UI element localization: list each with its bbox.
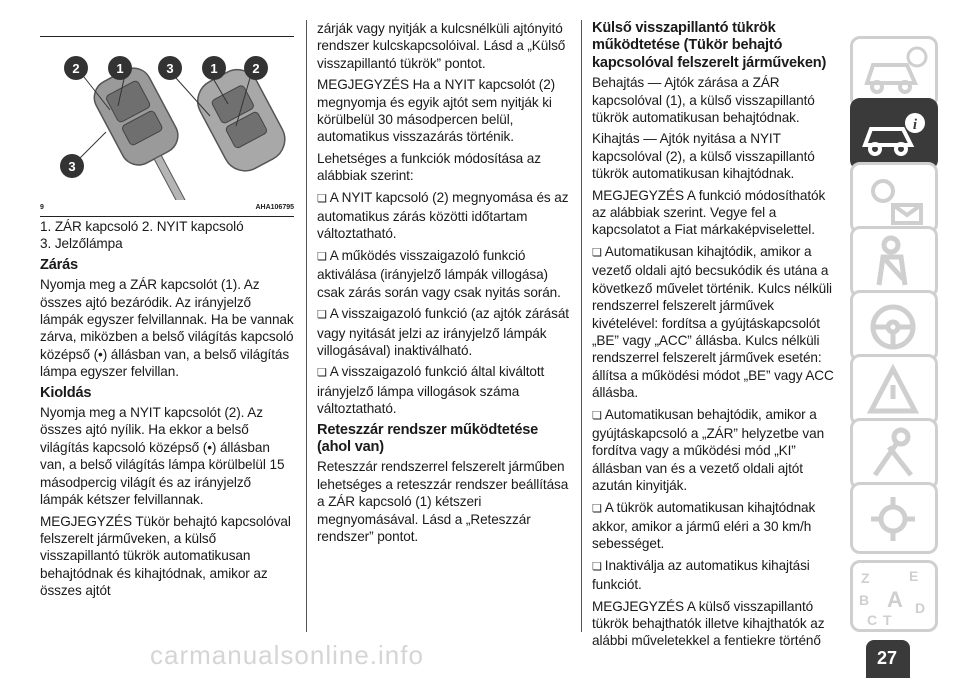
figure-rule: [40, 216, 294, 217]
callout-3b: 3: [166, 61, 174, 76]
callout-1b: 1: [210, 61, 218, 76]
figure-label: [40, 204, 294, 216]
column-divider-2: [581, 20, 582, 632]
sidebar-tab-safety[interactable]: [850, 226, 938, 298]
col2-bullet-2: ❏ A működés visszaigazoló funkció aktiválása (irányjelző lámpák villogása) csak zárás során vagy csak nyitás során.: [317, 247, 569, 301]
callout-3a: 3: [68, 159, 76, 174]
tools-icon: [853, 421, 935, 487]
sidebar-tab-technical-data[interactable]: [850, 482, 938, 554]
column-3: [592, 20, 842, 654]
col3-paragraph-1: Behajtás — Ajtók zárása a ZÁR kapcsolóval (1), a külső visszapillantó tükrök automatikusan behajtódnak.: [592, 75, 815, 126]
watermark: carmanualsonline.info: [150, 640, 424, 670]
col2-paragraph-2: MEGJEGYZÉS Ha a NYIT kapcsolót (2) megnyomja és egyik ajtót sem nyitják ki körülbelül 30 másodpercen belül, automatikus visszazárás történik.: [317, 77, 556, 145]
col3-bullet-2: ❏ Automatikusan behajtódik, amikor a gyújtáskapcsoló a „ZÁR” helyzetbe van fordítva vagy a működési mód „KI” állásban van és a vezető oldali ajtót azután kinyitják.: [592, 406, 842, 495]
gear-icon: [853, 485, 935, 551]
heading-reteszzar: Reteszzár rendszer működtetése (ahol van): [317, 421, 539, 455]
col3-bullet-1: ❏ Automatikusan kihajtódik, amikor a vezető oldali ajtó becsukódik és utána a következő művelet történik. Kulcs nélküli rendszerrel felszerelt járművek kivételével: fordítsa a gyújtáskapcsolót „BE” vagy „ACC” állásba. Kulcs nélküli rendszerrel felszerelt járművek esetén: állítsa a működési módot „BE” vagy ACC állásba.: [592, 243, 842, 402]
index-letter-a: A: [887, 587, 903, 612]
paragraph-zaras: Nyomja meg a ZÁR kapcsolót (1). Az összes ajtó bezáródik. Az irányjelző lámpák egyszer felvillannak. Ha be vannak zárva, miközben a belső világítás kapcsoló középső (•) állásban van, a belső világítás lámpa egyszer felvillan.: [40, 277, 294, 380]
col3-bullet-3: ❏ A tükrök automatikusan kihajtódnak akkor, amikor a jármű eléri a 30 km/h sebességet.: [592, 499, 842, 553]
column-divider: [306, 20, 307, 632]
heading-kioldas: Kioldás: [40, 384, 92, 401]
warning-triangle-icon: [853, 357, 935, 423]
index-letter-c: C: [867, 612, 878, 628]
col2-paragraph-3: Lehetséges a funkciók módosítása az alábbiak szerint:: [317, 150, 541, 184]
col2-bullet-1: ❏ A NYIT kapcsoló (2) megnyomása és az automatikus zárás közötti időtartam változtatható.: [317, 189, 569, 243]
steering-wheel-icon: [853, 293, 935, 359]
col2-paragraph-4: Reteszzár rendszerrel felszerelt járműben lehetséges a reteszzár rendszer beállítása a ZÁR kapcsoló (1) kétszeri megnyomásával. Lásd a „Reteszzár rendszer” pontot.: [317, 459, 569, 544]
callout-2b: 2: [252, 61, 260, 76]
index-letter-t: T: [883, 612, 892, 628]
col3-paragraph-2: Kihajtás — Ajtók nyitása a NYIT kapcsolóval (2), a külső visszapillantó tükrök automatikusan kihajtódnak.: [592, 131, 815, 182]
col2-bullet-3: ❏ A visszaigazoló funkció (az ajtók zárását vagy nyitását jelzi az irányjelző lámpák villogásával) inaktiválható.: [317, 305, 569, 359]
seatbelt-icon: [853, 229, 935, 295]
index-letter-b: B: [859, 592, 870, 608]
heading-kulso-tukrok: Külső visszapillantó tükrök működtetése (Tükör behajtó kapcsolóval felszerelt járműveken): [592, 20, 827, 71]
col3-paragraph-3: MEGJEGYZÉS A funkció módosíthatók az alábbiak szerint. Vegye fel a kapcsolatot a Fiat márkaképviselettel.: [592, 187, 826, 238]
col2-paragraph-1: zárják vagy nyitják a kulcsnélküli ajtónyitó rendszer kulcskapcsolóival. Lásd a „Külső visszapillantó tükrök” pontot.: [317, 21, 566, 71]
callout-1a: 1: [116, 61, 124, 76]
figure-number: 9: [40, 204, 44, 211]
index-letter-d: D: [915, 600, 926, 616]
sidebar-tab-car-info[interactable]: [850, 98, 938, 170]
sidebar-tab-driving[interactable]: [850, 290, 938, 362]
warning-light-icon: [853, 165, 935, 231]
paragraph-megjegyzes: MEGJEGYZÉS Tükör behajtó kapcsolóval felszerelt járműveken, a külső visszapillantó tükrök automatikusan behajtódnak és kihajtódnak, amikor az összes ajtót: [40, 513, 291, 599]
col2-bullet-4: ❏ A visszaigazoló funkció által kiváltott irányjelző lámpa villogások száma változtatható.: [317, 363, 569, 417]
index-letter-z: Z: [861, 570, 870, 586]
sidebar-tab-maintenance[interactable]: [850, 418, 938, 490]
svg-text:i: i: [912, 117, 918, 133]
figure-code: AHA106795: [255, 204, 294, 211]
col3-bullet-4: ❏ Inaktiválja az automatikus kihajtási funkciót.: [592, 557, 842, 594]
sidebar-tab-warning-lights[interactable]: [850, 162, 938, 234]
heading-zaras: Zárás: [40, 256, 78, 273]
sidebar-tab-emergency[interactable]: [850, 354, 938, 426]
figure-caption-line1: 1. ZÁR kapcsoló 2. NYIT kapcsoló: [40, 219, 244, 234]
column-2: [317, 20, 569, 549]
col3-paragraph-4: MEGJEGYZÉS A külső visszapillantó tükrök behajthatók illetve kihajthatók az alábbi műveletekkel a fentiekre történő: [592, 598, 825, 649]
key-fob-figure: [40, 40, 294, 200]
car-info-icon: [853, 101, 935, 167]
page-number: 27: [877, 648, 898, 668]
figure-caption-line2: 3. Jelzőlámpa: [40, 236, 123, 252]
index-letters-icon: [853, 563, 935, 629]
key-fob-illustration: [40, 40, 294, 200]
paragraph-kioldas: Nyomja meg a NYIT kapcsolót (2). Az összes ajtó nyílik. Ha ekkor a belső világítás kapcsoló középső (•) állásban van, a belső világítás lámpa körülbelül 15 másodpercig világít és az irányjelző lámpák kétszer felvillannak.: [40, 405, 285, 508]
index-letter-e: E: [909, 568, 919, 584]
column-1: [40, 218, 294, 604]
sidebar-tab-index[interactable]: [850, 560, 938, 632]
callout-2a: 2: [72, 61, 80, 76]
top-rule-col1: [40, 36, 294, 37]
